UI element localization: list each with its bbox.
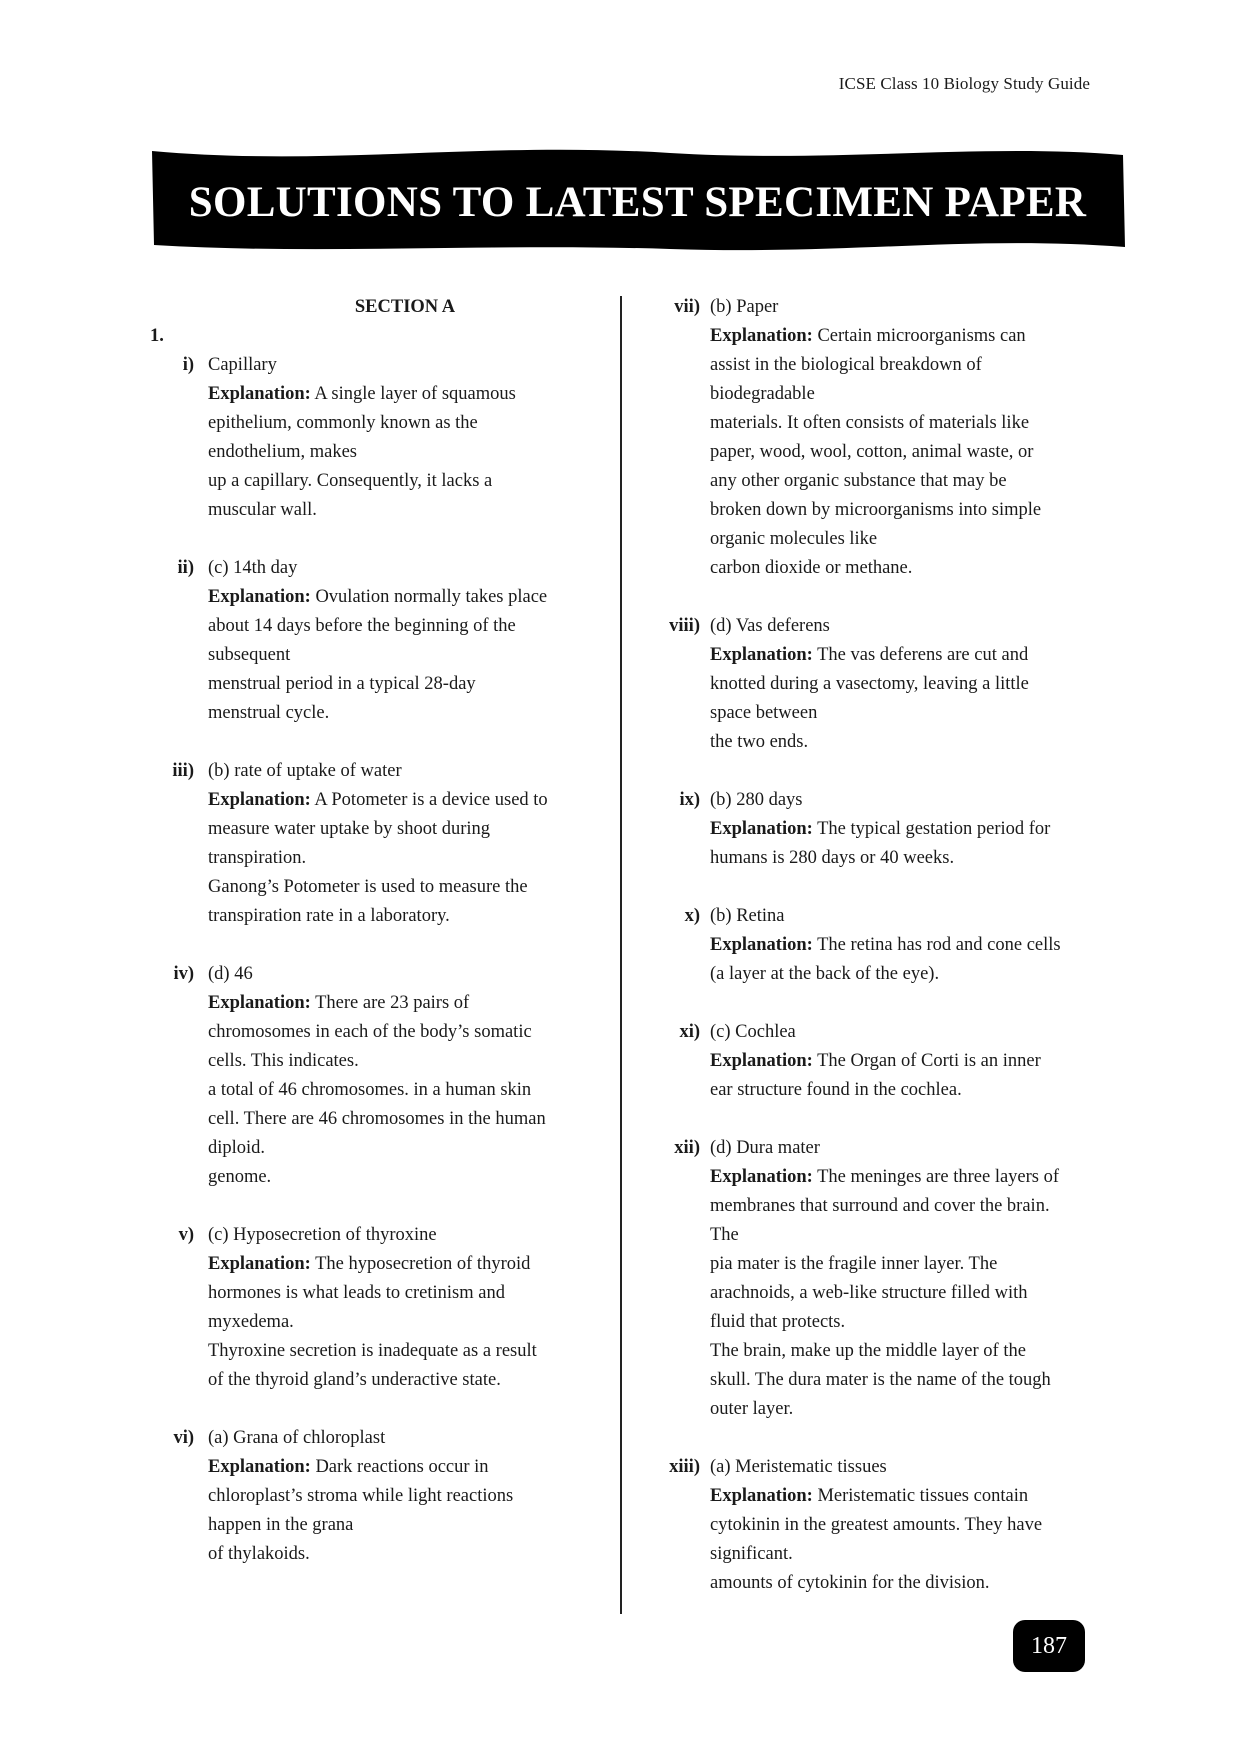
answer-line [660,293,1100,322]
explanation-line [208,989,590,1018]
item-number: iii) [172,761,194,781]
explanation-line [208,380,590,409]
answer-text: (b) 280 days [710,790,803,810]
explanation-line [208,1076,590,1105]
explanation-label: Explanation: [710,645,813,665]
title-banner [150,145,1125,255]
explanation-line [208,1366,590,1395]
explanation-text: any other organic substance that may be [710,471,1007,491]
answer-item [660,1018,1100,1105]
explanation-line [208,815,590,844]
explanation-text: Dark reactions occur in [315,1457,489,1477]
left-answer-list [150,351,590,1569]
explanation-text: A Potometer is a device used to [314,790,548,810]
explanation-text: outer layer. [710,1399,794,1419]
item-number: xiii) [669,1457,700,1477]
explanation-text: amounts of cytokinin for the division. [710,1573,990,1593]
answer-text: (b) Retina [710,906,785,926]
explanation-line [208,1279,590,1308]
explanation-line [208,1134,590,1163]
item-number: ix) [679,790,700,810]
explanation-line [710,1250,1100,1279]
explanation-text: ear structure found in the cochlea. [710,1080,962,1100]
explanation-line [710,1192,1100,1221]
banner-title: SOLUTIONS TO LATEST SPECIMEN PAPER [188,178,1087,226]
right-column [660,293,1100,1627]
explanation-line [710,525,1100,554]
explanation-line [208,1511,590,1540]
explanation-text: arachnoids, a web-like structure filled with [710,1283,1028,1303]
explanation-text: cells. This indicates. [208,1051,359,1071]
explanation-text: chromosomes in each of the body’s somatic [208,1022,532,1042]
explanation-line [710,1337,1100,1366]
explanation-line [710,380,1100,409]
explanation-line [710,438,1100,467]
answer-line [150,757,590,786]
explanation-text: humans is 280 days or 40 weeks. [710,848,955,868]
explanation-text: The Organ of Corti is an inner [817,1051,1041,1071]
answer-line [660,786,1100,815]
explanation-text: The brain, make up the middle layer of the [710,1341,1026,1361]
answer-item [150,960,590,1192]
answer-line [660,902,1100,931]
explanation-text: myxedema. [208,1312,294,1332]
explanation-line [710,960,1100,989]
item-number: v) [178,1225,194,1245]
explanation-line [208,438,590,467]
explanation-line [710,1076,1100,1105]
explanation-text: about 14 days before the beginning of the [208,616,516,636]
explanation-text: a total of 46 chromosomes. in a human skin [208,1080,532,1100]
item-number: vii) [674,297,700,317]
explanation-text: The [710,1225,739,1245]
explanation-text: diploid. [208,1138,266,1158]
item-number: ii) [177,558,194,578]
answer-text: (b) rate of uptake of water [208,761,402,781]
explanation-text: of the thyroid gland’s underactive state. [208,1370,501,1390]
explanation-line [710,815,1100,844]
explanation-text: The retina has rod and cone cells [817,935,1061,955]
answer-text: (b) Paper [710,297,779,317]
answer-item [660,902,1100,989]
right-answer-list [660,293,1100,1598]
explanation-label: Explanation: [208,1254,311,1274]
answer-text: (c) 14th day [208,558,298,578]
explanation-line [208,786,590,815]
explanation-text: There are 23 pairs of [315,993,470,1013]
explanation-text: knotted during a vasectomy, leaving a little [710,674,1029,694]
item-number: x) [684,906,700,926]
answer-item [660,1134,1100,1424]
explanation-text: materials. It often consists of materials like [710,413,1030,433]
question-number: 1. [150,326,164,346]
explanation-text: muscular wall. [208,500,317,520]
explanation-text: of thylakoids. [208,1544,310,1564]
answer-line [150,351,590,380]
explanation-line [710,322,1100,351]
item-number: xii) [674,1138,700,1158]
explanation-label: Explanation: [208,587,311,607]
answer-text: (c) Cochlea [710,1022,796,1042]
explanation-text: cytokinin in the greatest amounts. They have [710,1515,1043,1535]
explanation-text: The vas deferens are cut and [817,645,1029,665]
left-column [150,293,590,1598]
answer-item [660,1453,1100,1598]
explanation-line [710,1221,1100,1250]
answer-text: (a) Meristematic tissues [710,1457,887,1477]
answer-item [660,786,1100,873]
explanation-line [710,1511,1100,1540]
explanation-line [710,931,1100,960]
answer-line [660,1018,1100,1047]
answer-line [150,554,590,583]
page-number: 187 [1013,1620,1085,1672]
explanation-text: assist in the biological breakdown of [710,355,982,375]
explanation-line [710,409,1100,438]
explanation-label: Explanation: [208,993,311,1013]
explanation-line [710,670,1100,699]
explanation-text: paper, wood, wool, cotton, animal waste, or [710,442,1034,462]
explanation-line [208,1337,590,1366]
answer-text: Capillary [208,355,277,375]
explanation-line [208,583,590,612]
answer-line [660,612,1100,641]
answer-item [660,612,1100,757]
explanation-line [710,1366,1100,1395]
answer-item [660,293,1100,583]
explanation-line [208,467,590,496]
answer-text: (d) Dura mater [710,1138,820,1158]
running-header: ICSE Class 10 Biology Study Guide [838,74,1090,93]
explanation-text: cell. There are 46 chromosomes in the human [208,1109,546,1129]
explanation-line [710,554,1100,583]
explanation-text: Thyroxine secretion is inadequate as a result [208,1341,537,1361]
explanation-line [208,1250,590,1279]
explanation-text: epithelium, commonly known as the [208,413,478,433]
answer-line [150,1221,590,1250]
explanation-line [208,1540,590,1569]
answer-item [150,554,590,728]
explanation-line [710,728,1100,757]
explanation-text: subsequent [208,645,291,665]
explanation-line [208,902,590,931]
explanation-text: Ovulation normally takes place [315,587,548,607]
item-number: xi) [679,1022,700,1042]
explanation-text: A single layer of squamous [314,384,516,404]
answer-item [150,757,590,931]
explanation-line [710,1482,1100,1511]
explanation-text: skull. The dura mater is the name of the tough [710,1370,1051,1390]
explanation-line [710,1395,1100,1424]
explanation-text: transpiration. [208,848,307,868]
explanation-line [208,612,590,641]
section-heading: SECTION A [354,297,456,317]
explanation-line [710,641,1100,670]
explanation-line [208,873,590,902]
explanation-text: significant. [710,1544,793,1564]
explanation-text: genome. [208,1167,272,1187]
explanation-label: Explanation: [710,326,813,346]
answer-line [660,1134,1100,1163]
explanation-text: Meristematic tissues contain [817,1486,1029,1506]
explanation-line [710,1569,1100,1598]
answer-item [150,1221,590,1395]
explanation-text: The typical gestation period for [817,819,1051,839]
explanation-text: space between [710,703,818,723]
explanation-text: membranes that surround and cover the brain. [710,1196,1050,1216]
explanation-line [208,1163,590,1192]
answer-item [150,1424,590,1569]
explanation-text: menstrual period in a typical 28-day [208,674,476,694]
answer-line [150,960,590,989]
answer-line [660,1453,1100,1482]
explanation-line [208,1047,590,1076]
explanation-text: hormones is what leads to cretinism and [208,1283,505,1303]
explanation-line [208,641,590,670]
explanation-line [208,844,590,873]
explanation-text: happen in the grana [208,1515,354,1535]
explanation-line [710,351,1100,380]
explanation-line [208,1105,590,1134]
answer-item [150,351,590,525]
answer-text: (a) Grana of chloroplast [208,1428,386,1448]
explanation-text: (a layer at the back of the eye). [710,964,940,984]
explanation-line [710,467,1100,496]
answer-text: (d) 46 [208,964,253,984]
explanation-line [710,1163,1100,1192]
item-number: i) [182,355,194,375]
explanation-text: the two ends. [710,732,809,752]
explanation-label: Explanation: [710,1167,813,1187]
explanation-line [710,1047,1100,1076]
explanation-line [208,1308,590,1337]
explanation-text: Certain microorganisms can [817,326,1026,346]
explanation-label: Explanation: [710,1051,813,1071]
explanation-text: biodegradable [710,384,815,404]
explanation-line [710,496,1100,525]
explanation-text: up a capillary. Consequently, it lacks a [208,471,493,491]
answer-text: (d) Vas deferens [710,616,830,636]
explanation-line [208,496,590,525]
explanation-text: The meninges are three layers of [817,1167,1060,1187]
explanation-line [710,844,1100,873]
explanation-label: Explanation: [710,819,813,839]
explanation-label: Explanation: [208,384,311,404]
item-number: viii) [669,616,700,636]
explanation-line [208,1018,590,1047]
explanation-text: broken down by microorganisms into simple [710,500,1042,520]
explanation-line [208,1453,590,1482]
explanation-text: organic molecules like [710,529,878,549]
explanation-text: transpiration rate in a laboratory. [208,906,450,926]
item-number: iv) [173,964,194,984]
explanation-label: Explanation: [710,935,813,955]
explanation-line [710,1279,1100,1308]
answer-text: (c) Hyposecretion of thyroxine [208,1225,437,1245]
explanation-text: chloroplast’s stroma while light reactions [208,1486,514,1506]
explanation-line [208,670,590,699]
explanation-label: Explanation: [208,1457,311,1477]
item-number: vi) [173,1428,194,1448]
answer-line [150,1424,590,1453]
explanation-text: pia mater is the fragile inner layer. The [710,1254,998,1274]
explanation-line [710,1540,1100,1569]
explanation-text: fluid that protects. [710,1312,846,1332]
explanation-text: endothelium, makes [208,442,357,462]
explanation-text: measure water uptake by shoot during [208,819,491,839]
column-divider [620,296,622,1614]
explanation-text: menstrual cycle. [208,703,330,723]
explanation-label: Explanation: [710,1486,813,1506]
explanation-line [710,699,1100,728]
explanation-text: The hyposecretion of thyroid [315,1254,531,1274]
explanation-line [208,409,590,438]
explanation-line [208,1482,590,1511]
explanation-line [710,1308,1100,1337]
explanation-text: carbon dioxide or methane. [710,558,913,578]
explanation-label: Explanation: [208,790,311,810]
explanation-line [208,699,590,728]
explanation-text: Ganong’s Potometer is used to measure the [208,877,528,897]
